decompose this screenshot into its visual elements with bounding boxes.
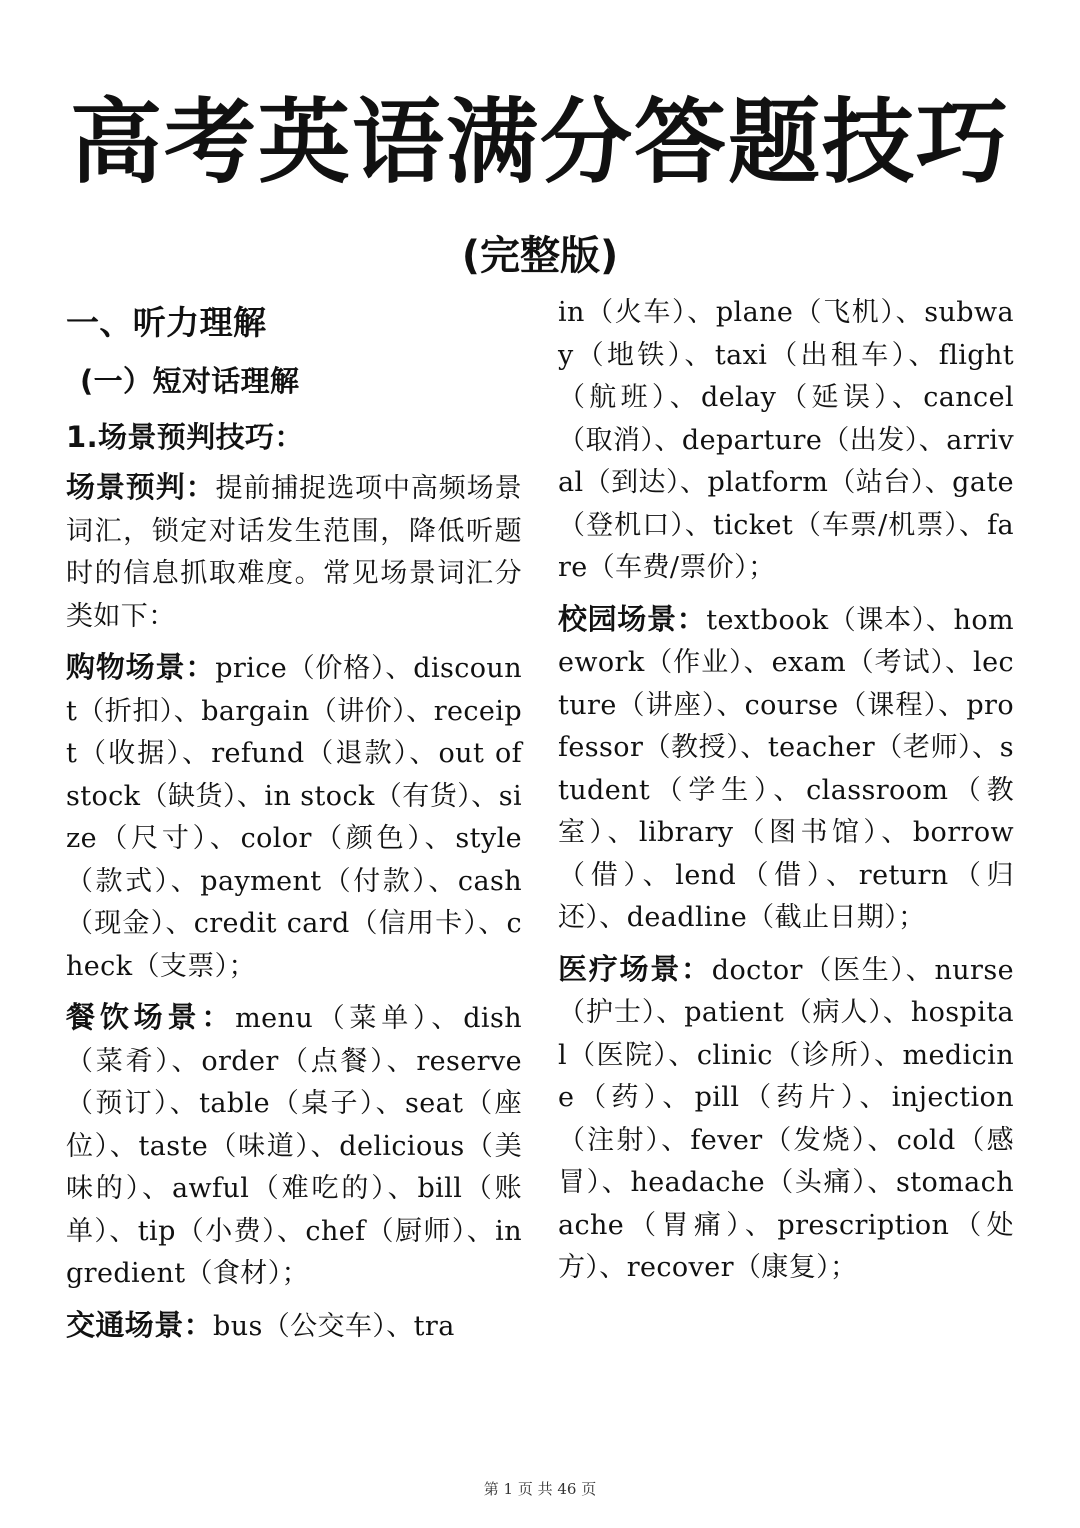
transport-label: 交通场景： (66, 1307, 214, 1342)
section-heading-listening: 一、听力理解 (66, 303, 267, 342)
point-heading-scene-prediction: 1.场景预判技巧： (66, 420, 304, 454)
transport-text-cont: in（火车）、plane（飞机）、subway（地铁）、taxi（出租车）、flight（航班）、delay（延误）、cancel（取消）、departure（出发）、arrival（到达）、platform（站台）、gate（登机口）、ticket（车票/机票）、fare（车费/票价）； (558, 297, 1014, 583)
document-title: 高考英语满分答题技巧 (69, 89, 1010, 196)
medical-label: 医疗场景： (558, 951, 712, 986)
campus-label: 校园场景： (558, 601, 707, 636)
medical-paragraph (558, 948, 1014, 1290)
transport-text-start: bus（公交车）、tra (213, 1310, 455, 1342)
page-number-footer: 第 1 页 共 46 页 (483, 1480, 597, 1498)
intro-label: 场景预判： (66, 470, 216, 504)
intro-paragraph (66, 466, 522, 638)
intro-text: 提前捕捉选项中高频场景词汇，锁定对话发生范围，降低听题时的信息抓取难度。常见场景词汇分类如下： (66, 473, 522, 632)
document-subtitle: (完整版) (461, 233, 619, 279)
shopping-text: price（价格）、discount（折扣）、bargain（讲价）、receipt（收据）、refund（退款）、out of stock（缺货）、in stock（有货）、size（尺寸）、color（颜色）、style（款式）、payment（付款）、cash（现金）、credit card（信用卡）、check（支票）； (66, 653, 522, 982)
transport-paragraph-start (66, 1304, 522, 1349)
dining-text: menu（菜单）、dish（菜肴）、order（点餐）、reserve（预订）、table（桌子）、seat（座位）、taste（味道）、delicious（美味的）、awful（难吃的）、bill（账单）、tip（小费）、chef（厨师）、ingredient（食材）； (66, 1003, 522, 1289)
left-column (66, 298, 522, 1356)
shopping-paragraph (66, 646, 522, 988)
campus-paragraph (558, 598, 1014, 940)
dining-paragraph (66, 996, 522, 1296)
dining-label: 餐饮场景： (66, 1000, 236, 1034)
campus-text: textbook（课本）、homework（作业）、exam（考试）、lecture（讲座）、course（课程）、professor（教授）、teacher（老师）、student（学生）、classroom（教室）、library（图书馆）、borrow（借）、lend（借）、return（归还）、deadline（截止日期）； (558, 604, 1014, 933)
subsection-heading-short-dialogue: (一）短对话理解 (80, 364, 300, 398)
transport-paragraph-cont (558, 292, 1014, 590)
medical-text: doctor（医生）、nurse（护士）、patient（病人）、hospital（医院）、clinic（诊所）、medicine（药）、pill（药片）、injection（注射）、fever（发烧）、cold（感冒）、headache（头痛）、stomachache（胃痛）、prescription（处方）、recover（康复）； (558, 954, 1014, 1283)
right-column (558, 292, 1014, 1298)
shopping-label: 购物场景： (66, 650, 216, 684)
